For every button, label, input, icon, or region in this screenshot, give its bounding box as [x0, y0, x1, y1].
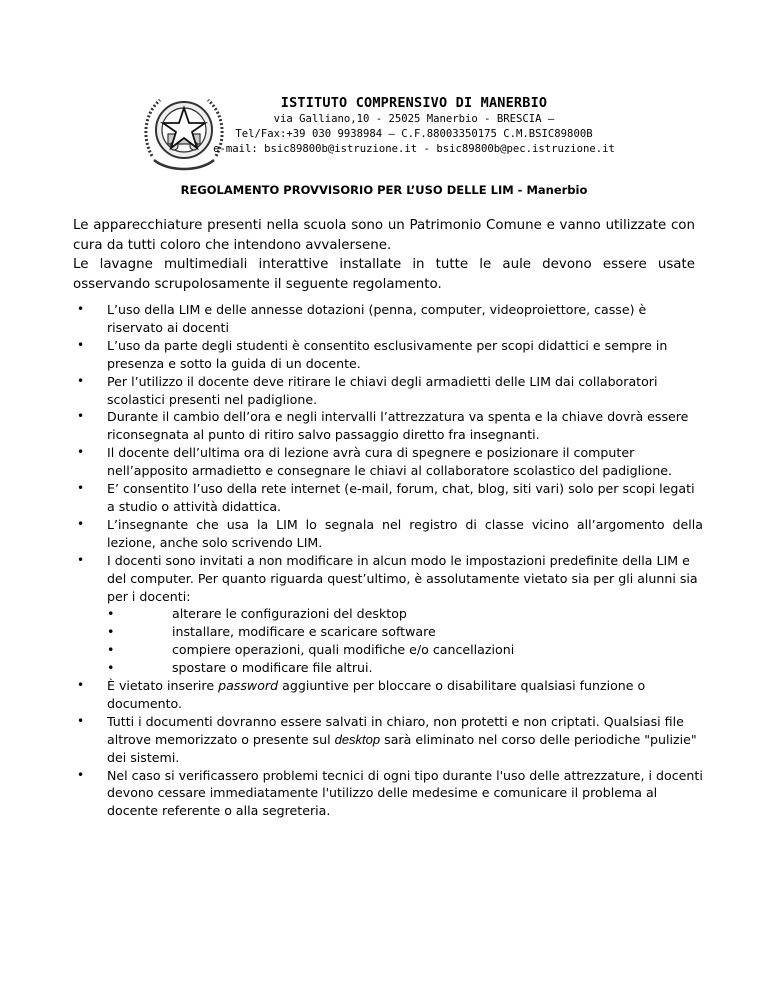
bullet-icon: •: [77, 713, 85, 728]
school-address: via Galliano,10 - 25025 Manerbio - BRESCIA –: [273, 113, 555, 125]
sub-rules-list: [107, 605, 703, 677]
rule-item: • Nel caso si verificassero problemi tecnici di ogni tipo durante l'uso delle attrezzature, i docenti devono cessare immediatamente l'utilizzo delle medesime e comunicare il problema al docente referente o alla segreteria.: [77, 767, 703, 819]
bullet-icon: •: [77, 552, 85, 567]
password-term: password: [218, 678, 279, 694]
intro-paragraph-1: Le apparecchiature presenti nella scuola sono un Patrimonio Comune e vanno utilizzate con cura da tutti coloro che intendono avvalersene.: [73, 218, 695, 253]
school-phone: Tel/Fax:+39 030 9938984 – C.F.88003350175 C.M.BSIC89800B: [235, 128, 593, 140]
sub-rule-item: • alterare le configurazioni del desktop: [107, 606, 407, 622]
rule-item: • L’insegnante che usa la LIM lo segnala nel registro di classe vicino all’argomento della lezione, anche solo scrivendo LIM.: [77, 516, 703, 550]
rule-item: • Per l’utilizzo il docente deve ritirare le chiavi degli armadietti delle LIM dai collaboratori scolastici presenti nel padiglione.: [77, 373, 658, 407]
bullet-icon: •: [77, 373, 85, 388]
rule-item: • Durante il cambio dell’ora e negli intervalli l’attrezzatura va spenta e la chiave dovrà essere riconsegnata al punto di ritiro salvo passaggio diretto fra insegnanti.: [77, 409, 689, 443]
school-header: [212, 95, 616, 157]
rule-item: • L’uso della LIM e delle annesse dotazioni (penna, computer, videoproiettore, casse) è riservato ai docenti: [77, 302, 647, 335]
intro-text: [73, 216, 695, 294]
document-title: REGOLAMENTO PROVVISORIO PER L’USO DELLE LIM - Manerbio: [180, 183, 588, 197]
bullet-icon: •: [77, 481, 85, 496]
bullet-icon: •: [77, 767, 85, 782]
rule-item: • I docenti sono invitati a non modificare in alcun modo le impostazioni predefinite della LIM e del computer. Per quanto riguarda quest’ultimo, è assolutamente vietato sia per gli alunni sia per i docenti: • alterare le configurazioni del desktop • installare, modificare e scaricare software • compiere operazioni, quali modifiche e/o cancellazioni • spostare o modificare file altrui.: [73, 552, 703, 677]
sub-bullet-icon: •: [107, 606, 115, 622]
intro-paragraph-2: Le lavagne multimediali interattive installate in tutte le aule devono essere usate osservando scrupolosamente il seguente regolamento.: [73, 257, 695, 292]
bullet-icon: •: [77, 445, 85, 460]
bullet-icon: •: [77, 409, 85, 424]
sub-rule-item: • spostare o modificare file altrui.: [107, 660, 373, 676]
sub-bullet-icon: •: [107, 642, 115, 658]
school-email: e-mail: bsic89800b@istruzione.it - bsic89800b@pec.istruzione.it: [213, 143, 615, 155]
rule-item: • E’ consentito l’uso della rete internet (e-mail, forum, chat, blog, siti vari) solo per scopi legati a studio o attività didattica.: [77, 481, 695, 514]
school-name: ISTITUTO COMPRENSIVO DI MANERBIO: [280, 95, 548, 111]
sub-bullet-icon: •: [107, 624, 115, 640]
rule-item: • È vietato inserire password aggiuntive per bloccare o disabilitare qualsiasi funzione o documento.: [77, 678, 646, 711]
rule-item: • Il docente dell’ultima ora di lezione avrà cura di spegnere e posizionare il computer nell’apposito armadietto e consegnare le chiavi al collaboratore scolastico del padiglione.: [77, 445, 673, 479]
rule-item: • Tutti i documenti dovranno essere salvati in chiaro, non protetti e non criptati. Qualsiasi file altrove memorizzato o presente sul desktop sarà eliminato nel corso delle periodiche "pulizie" dei sistemi.: [77, 713, 697, 765]
sub-bullet-icon: •: [107, 660, 115, 676]
bullet-icon: •: [77, 302, 85, 316]
sub-rule-item: • installare, modificare e scaricare software: [107, 624, 436, 640]
bullet-icon: •: [77, 337, 85, 352]
bullet-icon: •: [77, 678, 85, 693]
rule-item: • L’uso da parte degli studenti è consentito esclusivamente per scopi didattici e sempre in presenza e sotto la guida di un docente.: [77, 337, 668, 371]
desktop-term: desktop: [334, 731, 381, 747]
bullet-icon: •: [77, 516, 85, 531]
rules-list: [73, 301, 703, 820]
sub-rule-item: • compiere operazioni, quali modifiche e/o cancellazioni: [107, 642, 515, 658]
